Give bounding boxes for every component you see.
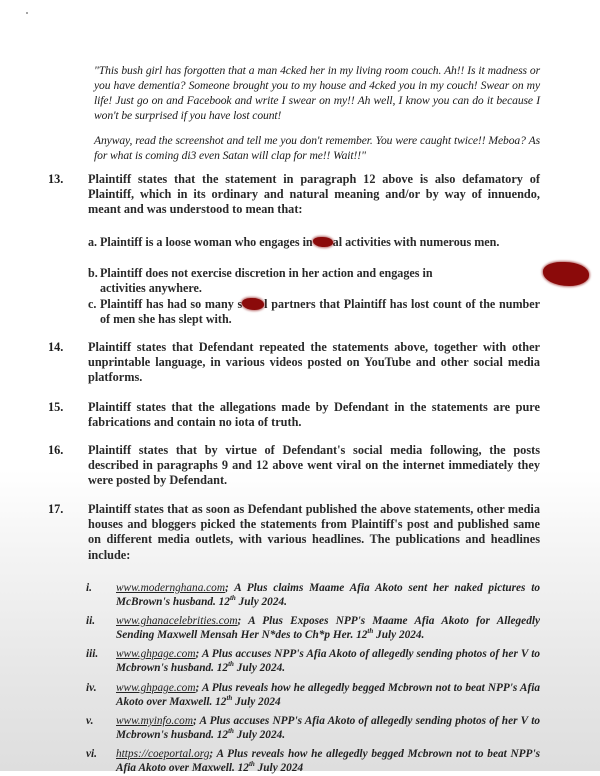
subitem-text-after: activities anywhere.	[100, 280, 202, 295]
redaction-mark	[543, 262, 589, 286]
publication-item	[86, 747, 540, 776]
subitem-text-after: l partners that Plaintiff has lost count of the number of men she has slept with.	[100, 297, 540, 326]
subitem-label: c.	[88, 297, 97, 311]
publication-numeral: iii.	[86, 648, 99, 660]
subitem-text-after: al activities with numerous men.	[332, 235, 500, 249]
redaction-mark	[313, 237, 333, 247]
publication-item	[86, 714, 540, 743]
publication-date: July 2024	[232, 696, 281, 709]
paragraph-number: 14.	[48, 340, 64, 354]
date-suffix: th	[228, 727, 234, 736]
paragraph-text: Plaintiff states that the allegations made by Defendant in the statements are pure fabrications and contain no iota of truth.	[88, 400, 540, 430]
subitem-c	[88, 297, 540, 327]
date-suffix: th	[228, 660, 234, 669]
paragraph-number: 16.	[48, 443, 64, 457]
paragraph-text: Plaintiff states that the statement in paragraph 12 above is also defamatory of Plaintiff, which in its ordinary and natural meaning and/or by way of innuendo, meant and was understood to mean that:	[88, 172, 540, 217]
publication-item	[86, 614, 540, 643]
paragraph-16	[48, 443, 540, 489]
paragraph-17	[48, 502, 540, 563]
subitem-text-before: Plaintiff is a loose woman who engages in	[100, 235, 313, 249]
paragraph-number: 15.	[48, 400, 64, 414]
publication-link[interactable]: www.modernghana.com	[116, 582, 225, 594]
publication-headline: ; A Plus claims Maame Afia Akoto sent her naked pictures to McBrown's husband. 12	[116, 582, 540, 609]
publication-link[interactable]: https://coeportal.org	[116, 748, 210, 760]
paragraph-13	[48, 172, 540, 218]
publication-headline: ; A Plus reveals how he allegedly begged Mcbrown not to beat NPP's Afia Akoto over Maxwell. 12	[116, 748, 540, 775]
paragraph-number: 17.	[48, 502, 64, 516]
date-suffix: th	[226, 694, 233, 703]
date-suffix: th	[229, 594, 236, 603]
publication-numeral: i.	[86, 582, 92, 594]
quote-paragraph-2: Anyway, read the screenshot and tell me you don't remember. You were caught twice!! Meboa? As for what is coming di3 even Satan will clap for me!! Wait!!"	[94, 134, 540, 162]
publication-date: July 2024.	[235, 596, 287, 609]
subitem-label: a.	[88, 235, 98, 249]
publication-item	[86, 681, 540, 710]
subitem-text-before: Plaintiff does not exercise discretion in her action and engages in	[100, 266, 433, 280]
publication-link[interactable]: www.ghpage.com	[116, 682, 196, 694]
publication-item	[86, 581, 540, 610]
paragraph-15	[48, 400, 540, 430]
publication-headline: ; A Plus reveals how he allegedly begged Mcbrown not to beat NPP's Afia Akoto over Maxwell. 12	[116, 682, 540, 709]
publication-headline: ; A Plus Exposes NPP's Maame Afia Akoto for Allegedly Sending Maxwell Mensah Her N*des to Ch*p Her. 12	[116, 615, 540, 642]
publication-date: July 2024.	[233, 729, 286, 742]
publication-date: July 2024.	[233, 662, 286, 675]
subitem-text-before: Plaintiff has had so many s	[100, 297, 243, 311]
publication-date: July 2024.	[373, 629, 425, 642]
publication-numeral: vi.	[86, 748, 97, 760]
publication-item	[86, 647, 540, 676]
subitem-b	[88, 266, 540, 296]
publication-link[interactable]: www.myinfo.com	[116, 715, 193, 727]
quote-paragraph-1: "This bush girl has forgotten that a man 4cked her in my living room couch. Ah!! Is it madness or you have dementia? Someone brought you to my house and 4cked you in my couch! Swear on my life! Just go on and Facebook and write I swear on my!! Ah well, I know you can do it because I won't be surprised if you have lost count!	[94, 64, 540, 122]
date-suffix: th	[367, 627, 374, 636]
publication-headline: ; A Plus accuses NPP's Afia Akoto of allegedly sending photos of her V to Mcbrown's husband. 12	[116, 648, 540, 675]
scan-speck	[26, 12, 28, 14]
publication-headline: ; A Plus accuses NPP's Afia Akoto of allegedly sending photos of her V to Mcbrown's husband. 12	[116, 715, 540, 742]
subitem-label: b.	[88, 266, 98, 280]
redaction-mark	[242, 298, 264, 310]
paragraph-text: Plaintiff states that as soon as Defendant published the above statements, other media houses and bloggers picked the statements from Plaintiff's post and published same on different media outlets, with various headlines. The publications and headlines include:	[88, 502, 540, 562]
publication-numeral: v.	[86, 715, 94, 727]
paragraph-text: Plaintiff states that Defendant repeated the statements above, together with other unprintable language, in various videos posted on YouTube and other social media platforms.	[88, 340, 540, 385]
subitem-a	[88, 235, 540, 250]
publication-numeral: ii.	[86, 615, 96, 627]
publication-link[interactable]: www.ghpage.com	[116, 648, 196, 660]
publication-date: July 2024	[254, 762, 304, 775]
date-suffix: th	[248, 760, 255, 769]
publication-link[interactable]: www.ghanacelebrities.com	[116, 615, 238, 627]
publication-numeral: iv.	[86, 682, 97, 694]
paragraph-14	[48, 340, 540, 386]
paragraph-text: Plaintiff states that by virtue of Defendant's social media following, the posts described in paragraphs 9 and 12 above went viral on the internet immediately they were posted by Defendant.	[88, 443, 540, 488]
paragraph-number: 13.	[48, 172, 64, 186]
